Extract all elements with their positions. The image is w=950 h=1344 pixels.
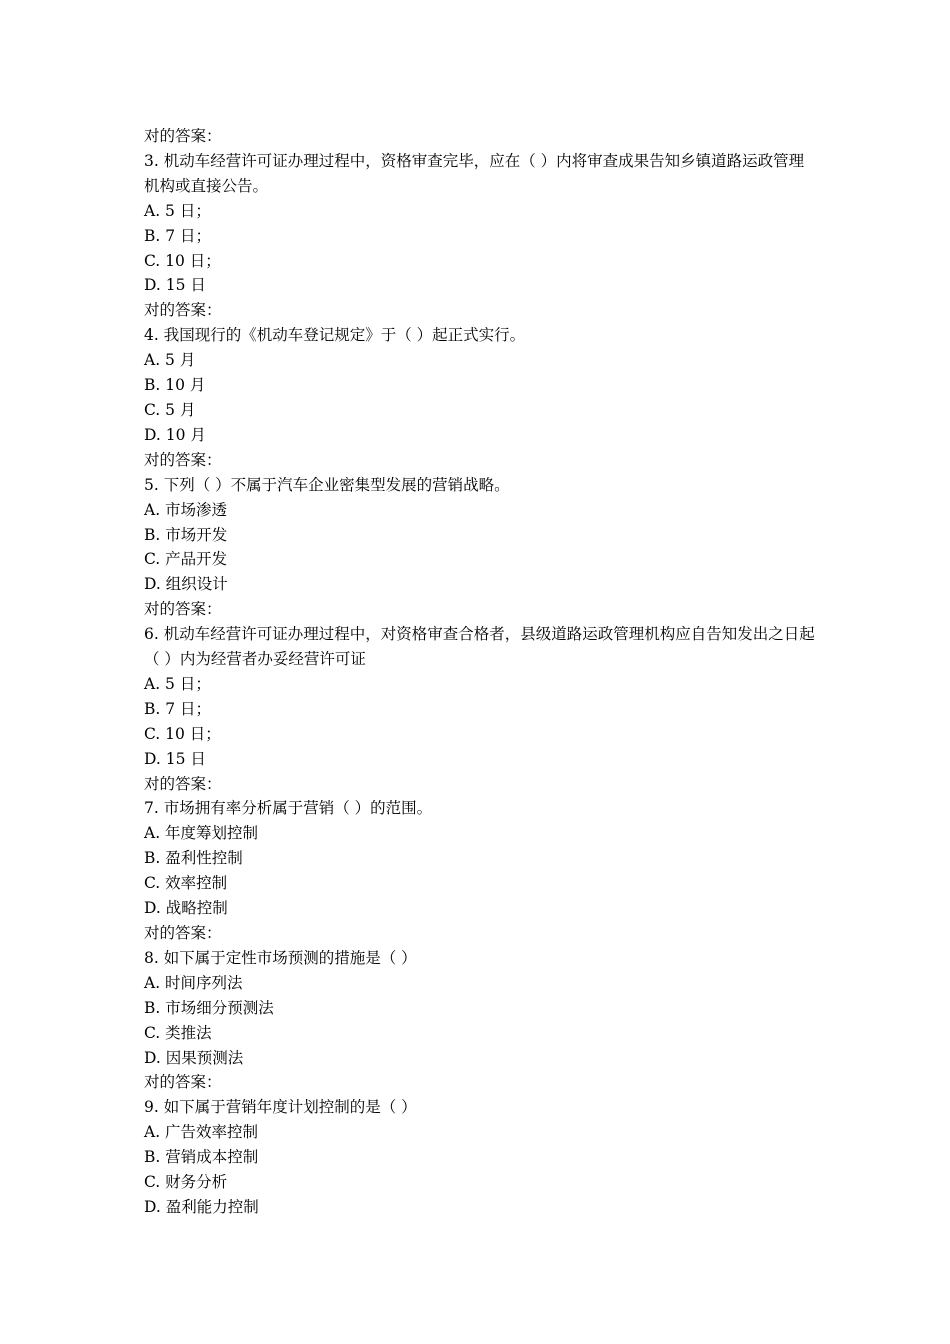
option-d: D. 15 日 bbox=[144, 276, 206, 295]
answer-label: 对的答案： bbox=[144, 774, 222, 793]
answer-label: 对的答案： bbox=[144, 1073, 222, 1092]
option-a: A. 时间序列法 bbox=[144, 973, 243, 992]
question-6 bbox=[144, 622, 816, 796]
document-page bbox=[144, 124, 816, 1220]
option-d: D. 战略控制 bbox=[144, 899, 228, 918]
option-b: B. 10 月 bbox=[144, 376, 206, 395]
question-text: 9. 如下属于营销年度计划控制的是（ ） bbox=[144, 1098, 417, 1117]
option-b: B. 营销成本控制 bbox=[144, 1148, 259, 1167]
question-text: 4. 我国现行的《机动车登记规定》于（ ）起正式实行。 bbox=[144, 326, 526, 345]
question-text: 8. 如下属于定性市场预测的措施是（ ） bbox=[144, 948, 417, 967]
option-b: B. 7 日； bbox=[144, 699, 212, 718]
option-a: A. 5 月 bbox=[144, 351, 196, 370]
answer-label: 对的答案： bbox=[144, 301, 222, 320]
question-9 bbox=[144, 1095, 816, 1220]
question-text: 7. 市场拥有率分析属于营销（ ）的范围。 bbox=[144, 799, 433, 818]
option-a: A. 5 日； bbox=[144, 674, 211, 693]
question-8 bbox=[144, 946, 816, 1095]
option-c: C. 产品开发 bbox=[144, 550, 228, 569]
option-c: C. 10 日； bbox=[144, 251, 221, 270]
option-d: D. 15 日 bbox=[144, 749, 206, 768]
question-4 bbox=[144, 323, 816, 472]
option-a: A. 年度筹划控制 bbox=[144, 824, 259, 843]
option-c: C. 效率控制 bbox=[144, 874, 228, 893]
option-d: D. 组织设计 bbox=[144, 575, 228, 594]
option-a: A. 5 日； bbox=[144, 201, 211, 220]
option-b: B. 7 日； bbox=[144, 226, 212, 245]
option-c: C. 5 月 bbox=[144, 400, 196, 419]
option-a: A. 广告效率控制 bbox=[144, 1123, 259, 1142]
option-d: D. 因果预测法 bbox=[144, 1048, 244, 1067]
option-b: B. 市场开发 bbox=[144, 525, 228, 544]
option-d: D. 10 月 bbox=[144, 425, 206, 444]
answer-label: 对的答案： bbox=[144, 924, 222, 942]
option-c: C. 10 日； bbox=[144, 724, 221, 743]
option-b: B. 盈利性控制 bbox=[144, 849, 243, 868]
question-text: 3. 机动车经营许可证办理过程中，资格审查完毕，应在（ ）内将审查成果告知乡镇道路运政管理机构或直接公告。 bbox=[144, 151, 805, 195]
option-c: C. 类推法 bbox=[144, 1023, 212, 1042]
question-7 bbox=[144, 796, 816, 945]
question-text: 5. 下列（ ）不属于汽车企业密集型发展的营销战略。 bbox=[144, 475, 510, 494]
answer-label: 对的答案： bbox=[144, 600, 222, 619]
option-a: A. 市场渗透 bbox=[144, 500, 228, 519]
answer-label: 对的答案： bbox=[144, 127, 222, 145]
option-d: D. 盈利能力控制 bbox=[144, 1197, 259, 1216]
option-c: C. 财务分析 bbox=[144, 1173, 228, 1192]
option-b: B. 市场细分预测法 bbox=[144, 998, 274, 1017]
answer-label: 对的答案： bbox=[144, 450, 222, 469]
question-3 bbox=[144, 149, 816, 323]
question-text: 6. 机动车经营许可证办理过程中，对资格审查合格者，县级道路运政管理机构应自告知发出之日起（ ）内为经营者办妥经营许可证 bbox=[144, 625, 815, 669]
question-5 bbox=[144, 473, 816, 622]
